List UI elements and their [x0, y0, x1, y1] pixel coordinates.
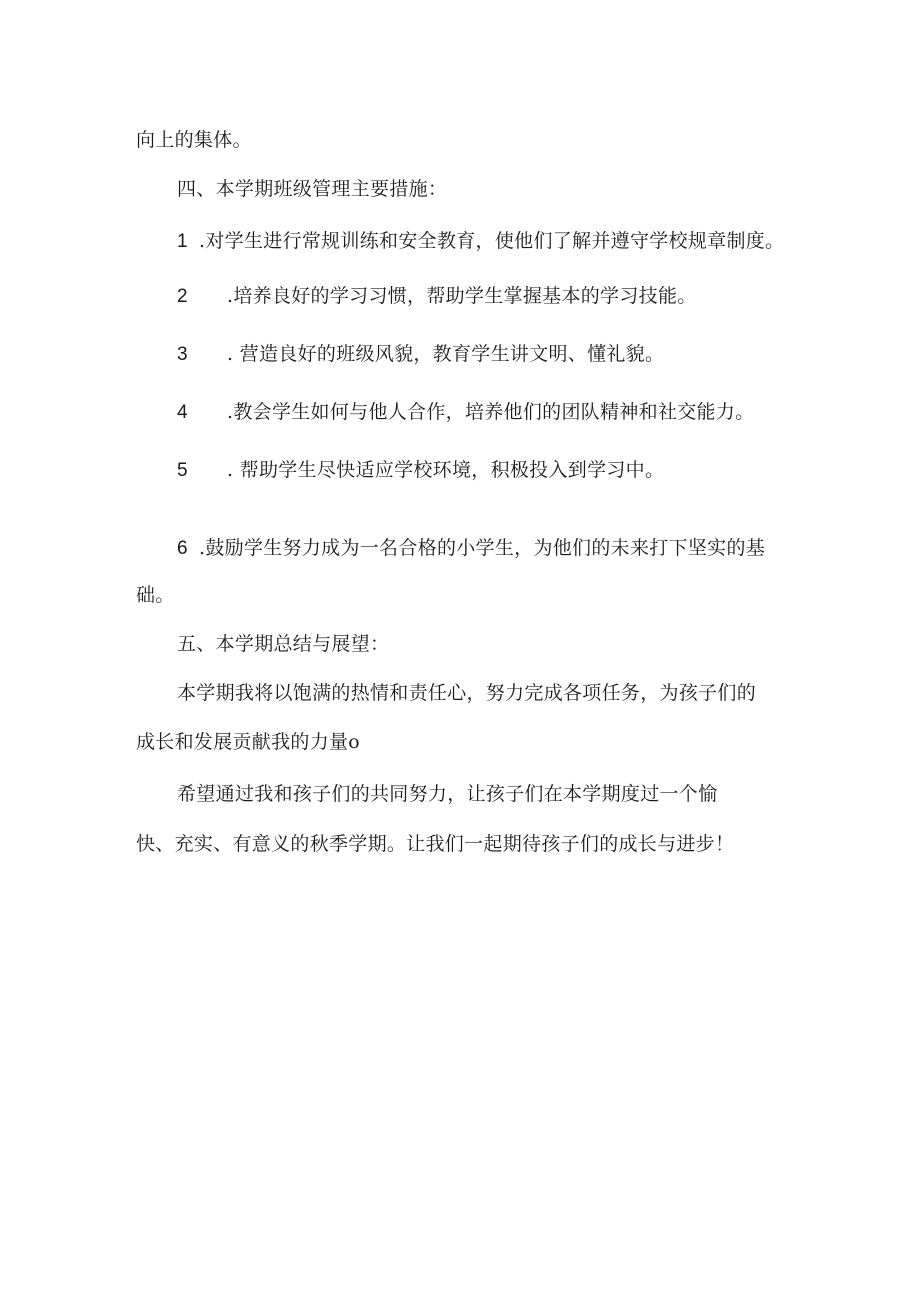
continuation-line: 向上的集体。	[136, 129, 252, 151]
measure-item-6	[177, 536, 765, 561]
paragraph2-line1: 希望通过我和孩子们的共同努力，让孩子们在本学期度过一个愉	[177, 783, 718, 805]
measure-number: 5	[177, 460, 188, 481]
measure-number: 3	[177, 344, 188, 365]
measure-item-2	[177, 284, 697, 309]
paragraph2-line2: 快、充实、有意义的秋季学期。让我们一起期待孩子们的成长与进步！	[136, 833, 735, 855]
measure-text: .培养良好的学习习惯，帮助学生掌握基本的学习技能。	[227, 285, 697, 307]
measure6-wrap-line: 础。	[136, 584, 175, 606]
measure-text: . 营造良好的班级风貌，教育学生讲文明、懂礼貌。	[227, 343, 665, 365]
measure-item-4	[177, 400, 754, 425]
measure-item-1	[177, 229, 784, 254]
paragraph1-line2: 成长和发展贡献我的力量o	[136, 731, 361, 753]
measure-number: 6	[177, 538, 188, 559]
measure-text: .教会学生如何与他人合作，培养他们的团队精神和社交能力。	[227, 401, 755, 423]
measure-text: . 帮助学生尽快适应学校环境，积极投入到学习中。	[227, 459, 665, 481]
measure-item-3	[177, 342, 664, 367]
paragraph1-line1: 本学期我将以饱满的热情和责任心，努力完成各项任务，为孩子们的	[177, 682, 757, 704]
section4-heading: 四、本学期班级管理主要措施：	[177, 178, 448, 200]
section5-heading: 五、本学期总结与展望：	[177, 633, 390, 655]
measure-text: .鼓励学生努力成为一名合格的小学生，为他们的未来打下坚实的基	[199, 537, 766, 559]
measure-text: .对学生进行常规训练和安全教育，使他们了解并遵守学校规章制度。	[199, 230, 785, 252]
measure-number: 4	[177, 402, 188, 423]
measure-number: 2	[177, 286, 188, 307]
measure-number: 1	[177, 231, 188, 252]
measure-item-5	[177, 458, 664, 483]
